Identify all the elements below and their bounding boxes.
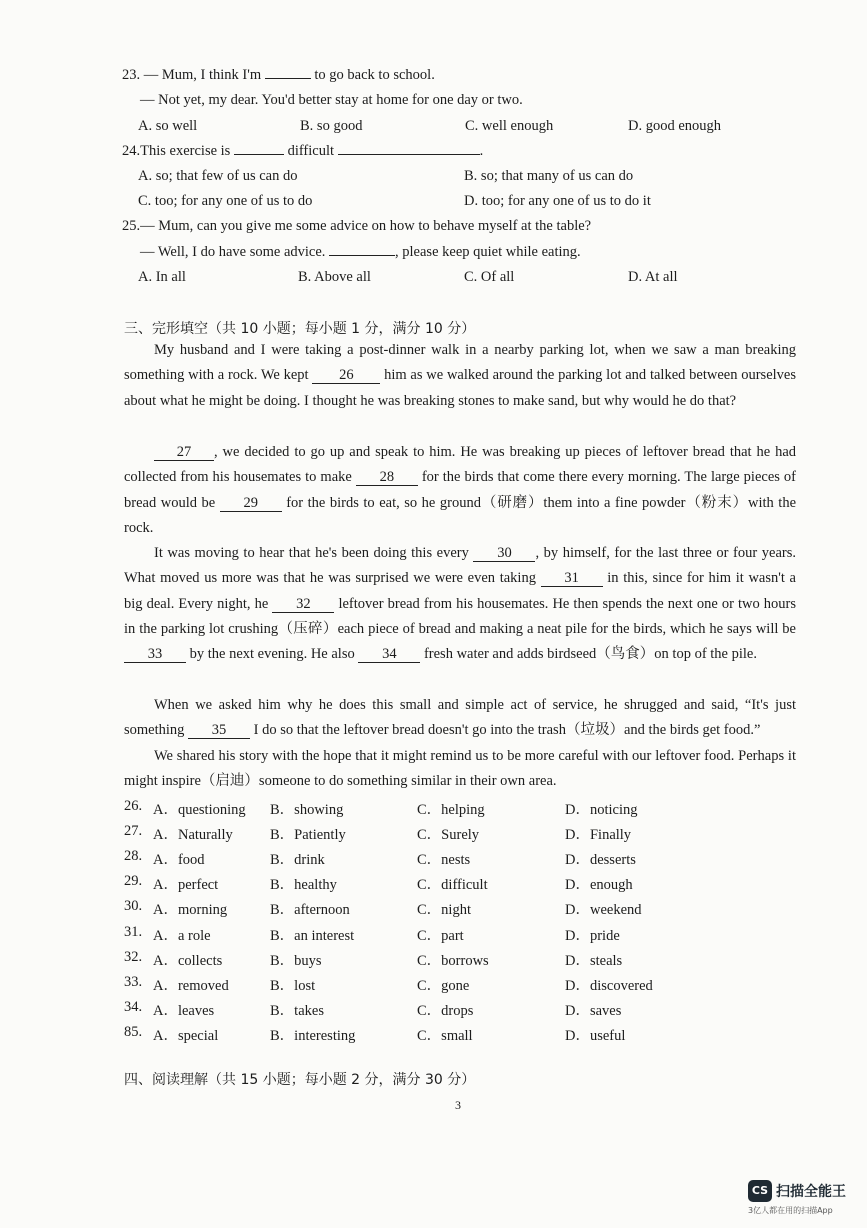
option-d: D．pride [565, 927, 620, 944]
question-25-stem: 25.— Mum, can you give me some advice on how to behave myself at the table? [122, 218, 592, 234]
option-row-number: 34. [124, 998, 143, 1015]
option-row-number: 33. [124, 973, 143, 990]
option-c: C. Of all [464, 269, 515, 285]
blank-30: 30 [473, 546, 535, 562]
page-number: 3 [455, 1098, 461, 1112]
option-row-number: 26. [124, 798, 143, 814]
option-c: C. well enough [465, 118, 554, 134]
option-d: D．useful [565, 1027, 626, 1044]
blank-29: 29 [220, 496, 282, 512]
blank-28: 28 [356, 470, 418, 486]
option-row-number: 28. [124, 848, 143, 865]
blank-26: 26 [312, 368, 380, 384]
blank-31: 31 [541, 571, 603, 587]
option-row-number: 32. [124, 948, 143, 965]
blank-34: 34 [358, 647, 420, 663]
option-d: D．saves [565, 1002, 622, 1019]
option-c: C．borrows [417, 952, 489, 969]
scanner-watermark [748, 1180, 858, 1220]
cloze-paragraph-2: 27 , we decided to go up and speak to him. He was breaking up pieces of leftover bread that he had collected from his housemates to make 28 for the birds that come there every morning. The large pieces of bread would be 29 for the birds to eat, so he ground（研磨）them into a fine powder（粉末）with the rock. [124, 444, 796, 536]
option-b: B. so good [300, 118, 363, 134]
option-row-number: 85. [124, 1023, 143, 1040]
option-row-number: 29. [124, 873, 143, 890]
option-c: C. too; for any one of us to do [138, 193, 313, 209]
option-d: D．steals [565, 952, 623, 969]
option-a: A．special [153, 1027, 219, 1044]
section-3-heading: 三、完形填空（共 10 小题；每小题 1 分，满分 10 分） [124, 321, 476, 337]
option-row-number: 31. [124, 923, 143, 940]
watermark-app-name: 扫描全能王 [776, 1184, 846, 1200]
blank-33: 33 [124, 647, 186, 663]
blank-27: 27 [154, 445, 214, 461]
option-b: B．afternoon [270, 902, 350, 919]
option-row-number: 27. [124, 823, 143, 840]
option-c: C．part [417, 927, 464, 944]
option-a: A．collects [153, 952, 223, 969]
option-d: D．Finally [565, 827, 632, 844]
option-b: B．Patiently [270, 827, 346, 844]
option-a: A．leaves [153, 1002, 215, 1019]
option-a: A. so well [138, 118, 198, 134]
cloze-paragraph-4: When we asked him why he does this small and simple act of service, he shrugged and said, “It's just something 35 I do so that the leftover bread doesn't go into the trash（垃圾）and the birds get food.” [124, 697, 796, 739]
question-25-reply: — Well, I do have some advice. , please keep quiet while eating. [140, 244, 581, 260]
option-d: D．enough [565, 877, 633, 894]
option-d: D. At all [628, 269, 678, 285]
question-23-blank [265, 78, 311, 79]
option-c: C．difficult [417, 877, 488, 894]
option-c: C．night [417, 902, 471, 919]
question-24-blank-2 [338, 154, 480, 155]
option-a: A．food [153, 852, 205, 869]
cloze-paragraph-3: It was moving to hear that he's been doing this every 30 , by himself, for the last three or four years. What moved us more was that he was surprised we were even taking 31 in this, since for him it wasn't a big deal. Every night, he 32 leftover bread from his housemates. He then spends the next one or two hours in the parking lot crushing（压碎）each piece of bread and making a neat pile for the birds, which he says will be 33 by the next evening. He also 34 fresh water and adds birdseed（鸟食）on top of the pile. [124, 545, 796, 663]
option-c: C．helping [417, 802, 485, 818]
option-b: B．buys [270, 952, 322, 969]
option-d: D．desserts [565, 852, 636, 869]
option-c: C．gone [417, 977, 470, 994]
option-a: A. so; that few of us can do [138, 168, 298, 184]
option-a: A．removed [153, 977, 229, 994]
option-row-number: 30. [124, 898, 143, 915]
option-b: B．drink [270, 852, 325, 869]
option-b: B．showing [270, 802, 344, 818]
question-23-stem: 23. — Mum, I think I'm to go back to school. [122, 67, 435, 83]
option-d: D. too; for any one of us to do it [464, 193, 651, 209]
question-24-blank-1 [234, 154, 284, 155]
cloze-paragraph-5: We shared his story with the hope that it might remind us to be more careful with our leftover food. Perhaps it might inspire（启迪）someone to do something similar in their own area. [124, 748, 796, 790]
option-b: B．an interest [270, 927, 355, 944]
option-d: D. good enough [628, 118, 722, 134]
question-23-reply: — Not yet, my dear. You'd better stay at home for one day or two. [140, 92, 523, 108]
option-a: A．a role [153, 927, 211, 944]
option-d: D．weekend [565, 902, 642, 919]
cloze-paragraph-1: My husband and I were taking a post-dinner walk in a nearby parking lot, when we saw a man breaking something with a rock. We kept 26 him as we walked around the parking lot and talked between ourselves about what he might be doing. I thought he was breaking stones to make sand, but why would he do that? [124, 342, 796, 409]
option-b: B．healthy [270, 877, 337, 894]
option-c: C．small [417, 1027, 473, 1044]
watermark-tagline: 3亿人都在用的扫描App [748, 1206, 833, 1215]
option-a: A．perfect [153, 877, 219, 894]
option-c: C．drops [417, 1002, 474, 1019]
option-b: B．interesting [270, 1027, 356, 1044]
option-a: A．Naturally [153, 827, 233, 844]
option-d: D．discovered [565, 977, 653, 994]
section-4-heading: 四、阅读理解（共 15 小题；每小题 2 分，满分 30 分） [124, 1072, 476, 1088]
option-b: B. Above all [298, 269, 371, 285]
option-b: B. so; that many of us can do [464, 168, 634, 184]
option-b: B．lost [270, 977, 316, 994]
option-c: C．nests [417, 852, 471, 869]
blank-32: 32 [272, 597, 334, 613]
question-24-stem: 24.This exercise is difficult . [122, 143, 484, 159]
option-a: A．questioning [153, 802, 246, 818]
camscanner-logo-icon: CS [748, 1180, 772, 1202]
blank-35: 35 [188, 723, 250, 739]
option-a: A．morning [153, 902, 228, 919]
option-c: C．Surely [417, 827, 480, 844]
option-a: A. In all [138, 269, 186, 285]
option-b: B．takes [270, 1002, 324, 1019]
option-d: D．noticing [565, 802, 638, 818]
question-25-blank [329, 255, 395, 256]
